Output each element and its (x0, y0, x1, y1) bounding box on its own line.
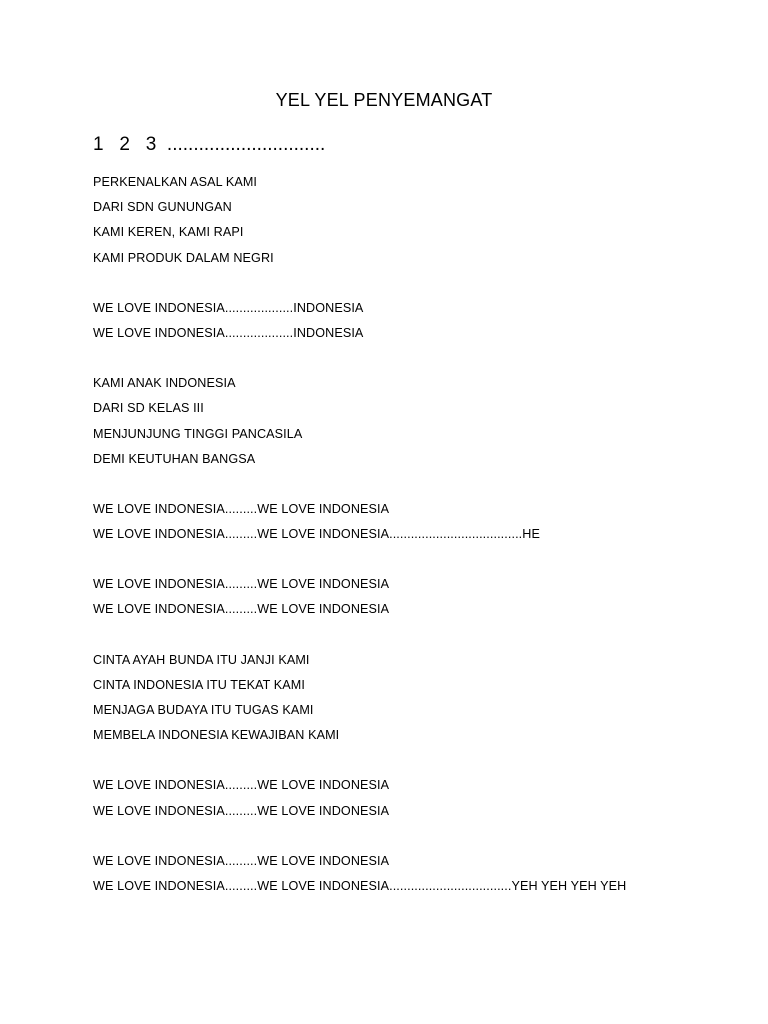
lyric-line: KAMI ANAK INDONESIA (93, 376, 236, 391)
lyric-line: WE LOVE INDONESIA.........WE LOVE INDONESIA (93, 853, 390, 868)
lyric-line: WE LOVE INDONESIA.........WE LOVE INDONESIA..................................YEH YEH YEH YEH (93, 878, 627, 893)
blank-line (93, 476, 733, 501)
document-title: YEL YEL PENYEMANGAT (275, 90, 493, 110)
lyric-line: MEMBELA INDONESIA KEWAJIBAN KAMI (93, 728, 340, 743)
countdown-line: 1 2 3 .............................. (93, 134, 326, 155)
lyric-line: DARI SD KELAS III (93, 401, 204, 416)
lyric-line: WE LOVE INDONESIA.........WE LOVE INDONESIA (93, 778, 390, 793)
blank-line (93, 551, 733, 576)
lyric-line: KAMI KEREN, KAMI RAPI (93, 225, 244, 240)
blank-line (93, 275, 733, 300)
lyric-line: WE LOVE INDONESIA...................INDONESIA (93, 325, 364, 340)
lyric-line: CINTA AYAH BUNDA ITU JANJI KAMI (93, 652, 310, 667)
lyric-line: WE LOVE INDONESIA.........WE LOVE INDONESIA (93, 501, 390, 516)
lyric-line: PERKENALKAN ASAL KAMI (93, 175, 258, 189)
lyric-line: WE LOVE INDONESIA.........WE LOVE INDONESIA (93, 577, 390, 592)
lyric-line: WE LOVE INDONESIA.........WE LOVE INDONESIA (93, 803, 390, 818)
lyric-lines (93, 174, 733, 903)
blank-line (93, 828, 733, 853)
lyric-line: WE LOVE INDONESIA...................INDONESIA (93, 300, 364, 315)
lyric-line: WE LOVE INDONESIA.........WE LOVE INDONESIA.....................................HE (93, 527, 540, 542)
lyric-line: DEMI KEUTUHAN BANGSA (93, 451, 256, 466)
blank-line (93, 752, 733, 777)
lyric-line: DARI SDN GUNUNGAN (93, 200, 232, 215)
lyric-line: KAMI PRODUK DALAM NEGRI (93, 250, 274, 265)
lyric-line: MENJAGA BUDAYA ITU TUGAS KAMI (93, 703, 314, 717)
lyric-line: MENJUNJUNG TINGGI PANCASILA (93, 426, 303, 441)
lyric-line: WE LOVE INDONESIA.........WE LOVE INDONESIA (93, 602, 390, 617)
blank-line (93, 350, 733, 375)
lyric-line: CINTA INDONESIA ITU TEKAT KAMI (93, 677, 306, 692)
blank-line (93, 627, 733, 652)
